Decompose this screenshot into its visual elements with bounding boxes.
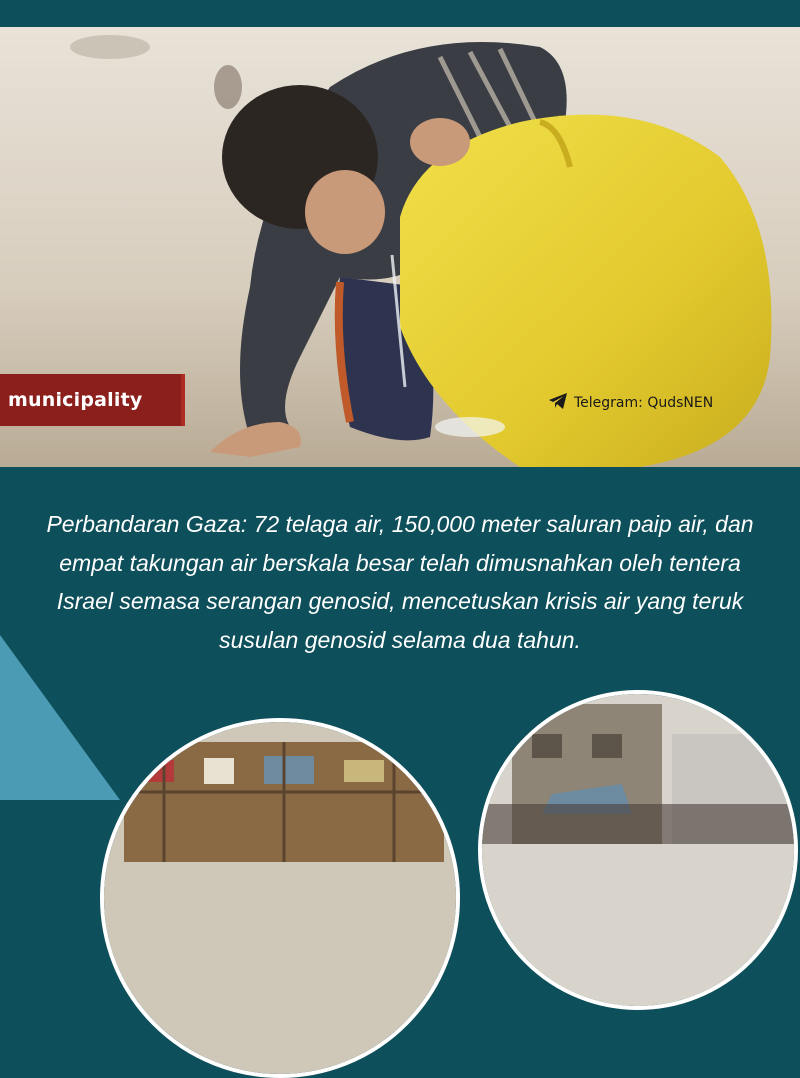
- telegram-watermark: [548, 392, 713, 414]
- shelter-building-photo: [100, 718, 460, 1078]
- badge-label: municipality: [8, 389, 143, 411]
- municipality-badge: [0, 374, 185, 426]
- telegram-icon: [548, 392, 568, 414]
- street-crowd-photo: [478, 690, 798, 1010]
- caption-text: Perbandaran Gaza: 72 telaga air, 150,000 meter saluran paip air, dan empat takungan air berskala besar telah dimusnahkan oleh tentera Israel semasa serangan genosid, mencetuskan krisis air yang teruk susulan genosid selama dua tahun.: [46, 511, 754, 653]
- watermark-text: Telegram: QudsNEN: [574, 395, 714, 411]
